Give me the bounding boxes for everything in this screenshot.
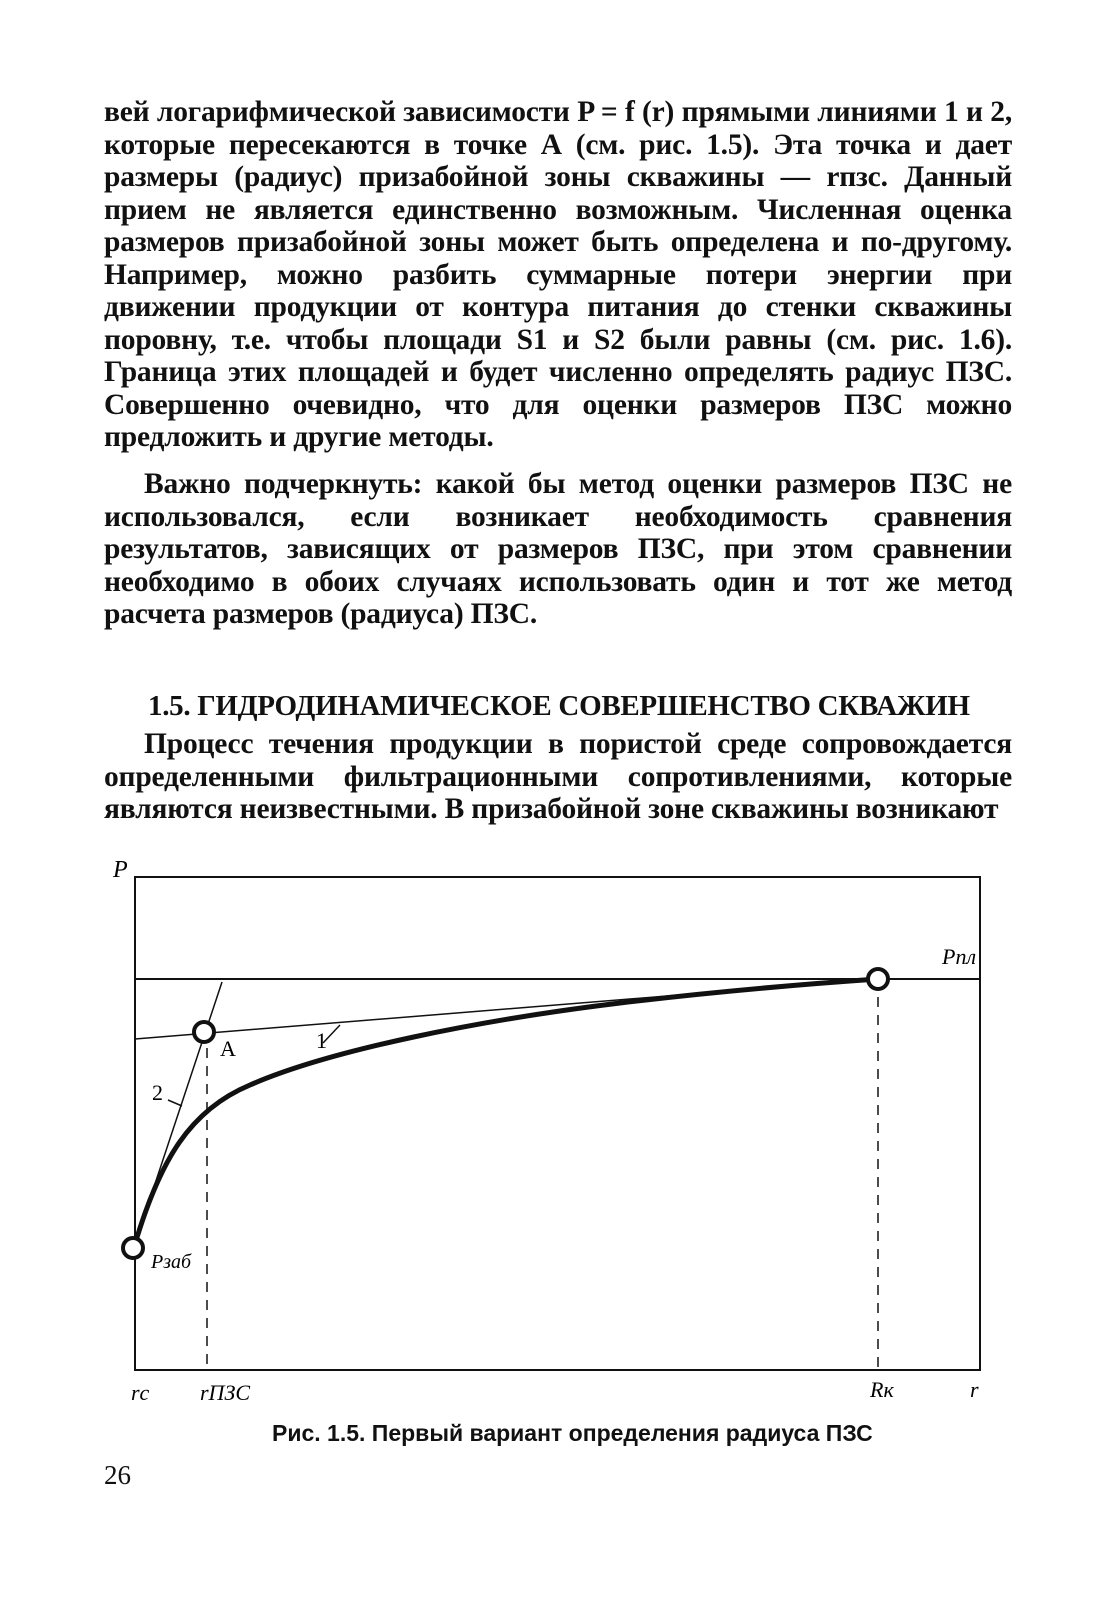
ppl-label: Pпл: [942, 944, 977, 969]
paragraph-3: [104, 728, 1012, 826]
section-heading: 1.5. ГИДРОДИНАМИЧЕСКОЕ СОВЕРШЕНСТВО СКВАЖИН: [148, 690, 970, 722]
line-1-label: 1: [316, 1028, 327, 1053]
point-a: [194, 1022, 214, 1042]
pressure-curve: [135, 979, 878, 1244]
tick-rc: rс: [131, 1380, 150, 1405]
paragraph-1: [104, 96, 1012, 454]
paragraph-2-text: Важно подчеркнуть: какой бы метод оценки размеров ПЗС не использовался, если возникает необходимость сравнения результатов, зависящих от размеров ПЗС, при этом сравнении необходимо в обоих случаях использовать один и тот же метод расчета размеров (радиуса) ПЗС.: [104, 468, 1012, 630]
line-2-label: 2: [152, 1080, 163, 1105]
plot-frame: [135, 877, 980, 1370]
point-a-label: А: [220, 1036, 236, 1061]
figure-caption: Рис. 1.5. Первый вариант определения радиуса ПЗС: [272, 1420, 873, 1446]
paragraph-3-text: Процесс течения продукции в пористой среде сопровождается определенными фильтрационными сопротивлениями, которые являются неизвестными. В призабойной зоне скважины возникают: [104, 728, 1012, 825]
y-axis-label: P: [113, 860, 128, 883]
paragraph-1-text: вей логарифмической зависимости P = f (r) прямыми линиями 1 и 2, которые пересекаются в точке А (см. рис. 1.5). Эта точка и дает размеры (радиус) призабойной зоны скважины — rпзс. Данный прием не является единственно возможным. Численная оценка размеров призабойной зоны может быть определена и по-другому. Например, можно разбить суммарные потери энергии при движении продукции от контура питания до стенки скважины поровну, т.е. чтобы площади S1 и S2 были равны (см. рис. 1.6). Граница этих площадей и будет численно определять радиус ПЗС. Совершенно очевидно, что для оценки размеров ПЗС можно предложить и другие методы.: [104, 96, 1012, 453]
point-pzab: [123, 1238, 143, 1258]
figure-diagram: [0, 860, 1105, 1420]
point-rk: [868, 969, 888, 989]
tick-rk: Rк: [870, 1377, 894, 1402]
line-2-leader: [168, 1100, 182, 1106]
tick-rpzs: rПЗС: [200, 1380, 251, 1405]
paragraph-2: [104, 468, 1012, 631]
page-number: 26: [104, 1460, 131, 1490]
pzab-label: Pзаб: [151, 1251, 192, 1273]
x-axis-label: r: [970, 1377, 979, 1402]
figure-1-5: [0, 860, 1105, 1460]
